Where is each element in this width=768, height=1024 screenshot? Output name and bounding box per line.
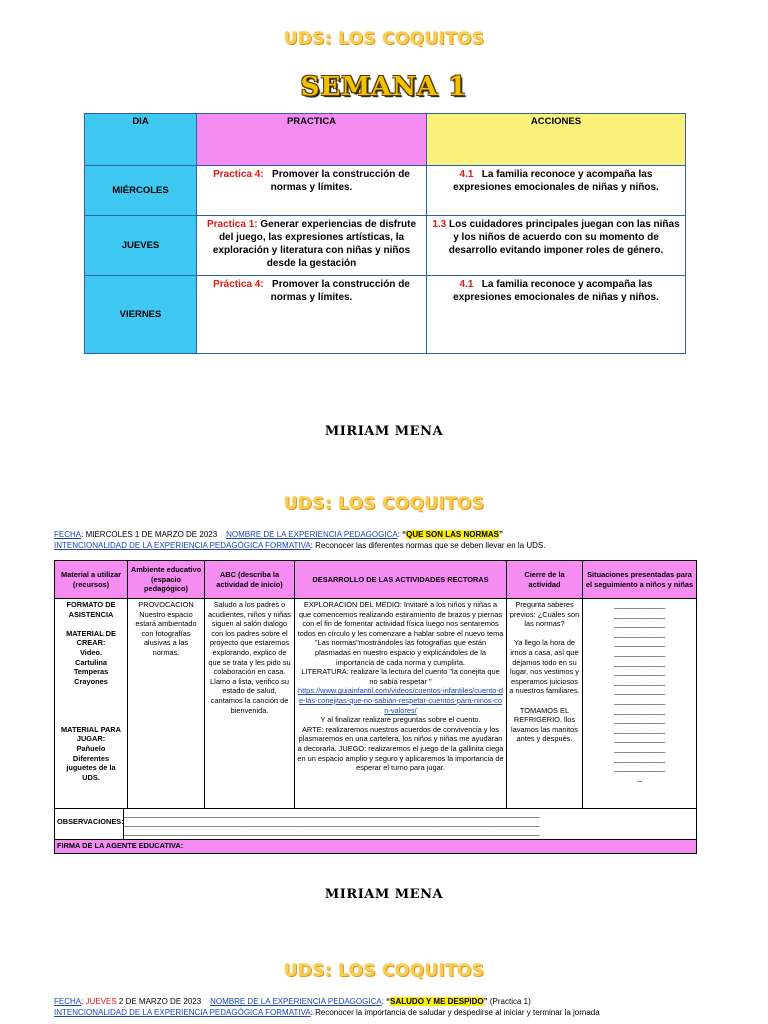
accion-cell — [427, 276, 686, 354]
header-dia: DIA — [85, 114, 197, 166]
accion-num: 4.1 — [459, 279, 474, 290]
header-abc: ABC (describa la actividad de inicio) — [205, 561, 295, 599]
fecha-label: FECHA — [54, 530, 82, 539]
fecha-value: 2 DE MARZO DE 2023 — [116, 997, 202, 1006]
nombre-value: QUE SON LAS NORMAS — [406, 530, 500, 539]
abc-cell: Saludo a los padres o acudientes, niños y niñas siguen al salón dialogo con los padres sobre el proyecto que estaremos explorando, explico de que se trata y les pido su colaboración en casa. Llamo a lista, verifico su estado de salud, cantamos la canción de bienvenida. — [205, 599, 295, 809]
accion-cell — [427, 166, 686, 216]
accion-text: La familia reconoce y acompaña las expresiones emocionales de niñas y niños. — [453, 279, 659, 303]
nombre-value: SALUDO Y ME DESPIDO — [390, 997, 484, 1006]
accion-text: La familia reconoce y acompaña las expresiones emocionales de niñas y niños. — [453, 169, 659, 193]
situaciones-cell: ______________ ______________ ______________ ______________ ______________ ______________ ______________ ______________ ______________ ______________ ______________ ______________ ______________ ______________ ______________ ______________ ______________ ______________ _ — [583, 599, 697, 809]
intencionalidad-line — [54, 1008, 600, 1018]
ambiente-cell: PROVOCACION Nuestro espacio estará ambientado con fotografías alusivas a las normas. — [128, 599, 205, 809]
practica-text: Generar experiencias de disfrute del juego, las expresiones artísticas, la exploración y literatura con niñas y niños desde la gestación — [212, 219, 416, 269]
header-cierre: Cierre de la actividad — [507, 561, 583, 599]
nombre-label: NOMBRE DE LA EXPERIENCIA PEDAGOGICA — [210, 997, 382, 1006]
uds-title: UDS: LOS COQUITOS — [283, 29, 485, 49]
intenc-value: : Reconocer la importancia de saludar y despedirse al iniciar y terminar la jornada — [310, 1008, 600, 1017]
practica-label: Practica 4: — [213, 169, 264, 180]
firma-cell: FIRMA DE LA AGENTE EDUCATIVA: — [55, 840, 697, 854]
uds-title: UDS: LOS COQUITOS — [283, 961, 485, 981]
signature: MIRIAM MENA — [324, 887, 444, 902]
fecha-value: : MIERCOLES 1 DE MARZO DE 2023 — [81, 530, 218, 539]
practica-text: Promover la construcción de normas y límites. — [270, 279, 410, 303]
semana-title: SEMANA 1 — [300, 72, 468, 102]
date-line: FECHA: JUEVES 2 DE MARZO DE 2023 NOMBRE DE LA EXPERIENCIA PEDAGOGICA: “SALUDO Y ME DESPIDO” (Practica 1) — [54, 997, 531, 1006]
practices-table — [84, 113, 686, 354]
intenc-label: INTENCIONALIDAD DE LA EXPERIENCIA PEDAGÓGICA FORMATIVA — [54, 541, 311, 550]
material-cell: FORMATO DE ASISTENCIA MATERIAL DE CREAR: Video. Cartulina Temperas Crayones MATERIAL PARA JUGAR: Pañuelo Diferentes juguetes de la UDS. — [55, 599, 128, 809]
fecha-day: JUEVES — [85, 997, 117, 1006]
intenc-label: INTENCIONALIDAD DE LA EXPERIENCIA PEDAGÓGICA FORMATIVA — [54, 1008, 311, 1017]
nombre-label: NOMBRE DE LA EXPERIENCIA PEDAGOGICA — [226, 530, 398, 539]
practica-cell — [197, 276, 427, 354]
accion-num: 1.3 — [432, 219, 447, 230]
desarrollo-text-1: EXPLORACION DEL MEDIO: Invitaré a los niños y niñas a que comencemos realizando estiramiento de brazos y piernas con el fin de fomentar actividad física luego nos sentaremos todos en círculo y les comenzare a hablar sobre el nuevo tema "Las normas"mostrándoles las fotografías que están plasmadas en nuestro espacio y explicándoles de la importancia de cada norma y cumplirla. LITERATURA: realizare la lectura del cuento "la conejita que no sabía respetar " — [297, 600, 504, 686]
cierre-cell: Pregunta saberes previos: ¿Cuáles son las normas? Ya llego la hora de irnos a casa, así que dejamos todo en su lugar, nos vestimos y esperamos juiciosos a nuestros familiares. TOMAMOS EL REFRIGERIO. llos lavamos las manitos antes y después. — [507, 599, 583, 809]
nombre-extra: (Practica 1) — [487, 997, 531, 1006]
desarrollo-cell — [295, 599, 507, 809]
header-desarrollo: DESARROLLO DE LAS ACTIVIDADES RECTORAS — [295, 561, 507, 599]
day-cell: VIERNES — [85, 276, 197, 354]
header-material: Material a utilizar (recursos) — [55, 561, 128, 599]
practica-label: Práctica 4: — [213, 279, 264, 290]
accion-cell — [427, 216, 686, 276]
practica-cell — [197, 216, 427, 276]
intencionalidad-line — [54, 541, 545, 551]
date-line: FECHA: MIERCOLES 1 DE MARZO DE 2023 NOMBRE DE LA EXPERIENCIA PEDAGOGICA: “QUE SON LAS NORMAS” — [54, 530, 504, 539]
observaciones-label: OBSERVACIONES: — [57, 817, 124, 826]
header-practica: PRACTICA — [197, 114, 427, 166]
fecha-colon: : — [81, 997, 86, 1006]
day-cell: MIÉRCOLES — [85, 166, 197, 216]
practica-label: Practica 1: — [207, 219, 258, 230]
uds-title: UDS: LOS COQUITOS — [283, 494, 485, 514]
intenc-value: : Reconocer las diferentes normas que se deben llevar en la UDS. — [310, 541, 546, 550]
fecha-label: FECHA — [54, 997, 82, 1006]
observaciones-lines: ______________________________________________________________________________________________________________________________ ______________________________________________________________________________________________________________________________ ______________________________________________________________________________________________________________________________ — [123, 809, 696, 839]
accion-num: 4.1 — [459, 169, 474, 180]
practica-cell — [197, 166, 427, 216]
story-link[interactable]: https://www.guiainfantil.com/videos/cuentos-infantiles/cuento-de-las-conejitas-que-no-sabian-respetar-cuentos-para-ninos-con-valores/ — [298, 686, 503, 715]
observaciones-row — [55, 809, 697, 840]
header-situaciones: Situaciones presentadas para el seguimiento a niños y niñas — [583, 561, 697, 599]
signature: MIRIAM MENA — [324, 424, 444, 439]
header-ambiente: Ambiente educativo (espacio pedagógico) — [128, 561, 205, 599]
day-cell: JUEVES — [85, 216, 197, 276]
desarrollo-text-2: Y al finalizar realizare preguntas sobre el cuento. ARTE: realizaremos nuestros acuerdos de convivencia y los plasmaremos en una cartelera, los niños y niñas me ayudaran a decorarla. JUEGO: realizaremos el juego de la gallinita ciega en un espacio amplio y seguro y aplicaremos la importancia de esperar el turno para jugar. — [297, 715, 504, 773]
accion-text: Los cuidadores principales juegan con las niñas y los niños de acuerdo con su momento de desarrollo evitando imponer roles de género. — [448, 219, 680, 256]
header-acciones: ACCIONES — [427, 114, 686, 166]
activity-table — [54, 560, 697, 854]
practica-text: Promover la construcción de normas y límites. — [270, 169, 410, 193]
